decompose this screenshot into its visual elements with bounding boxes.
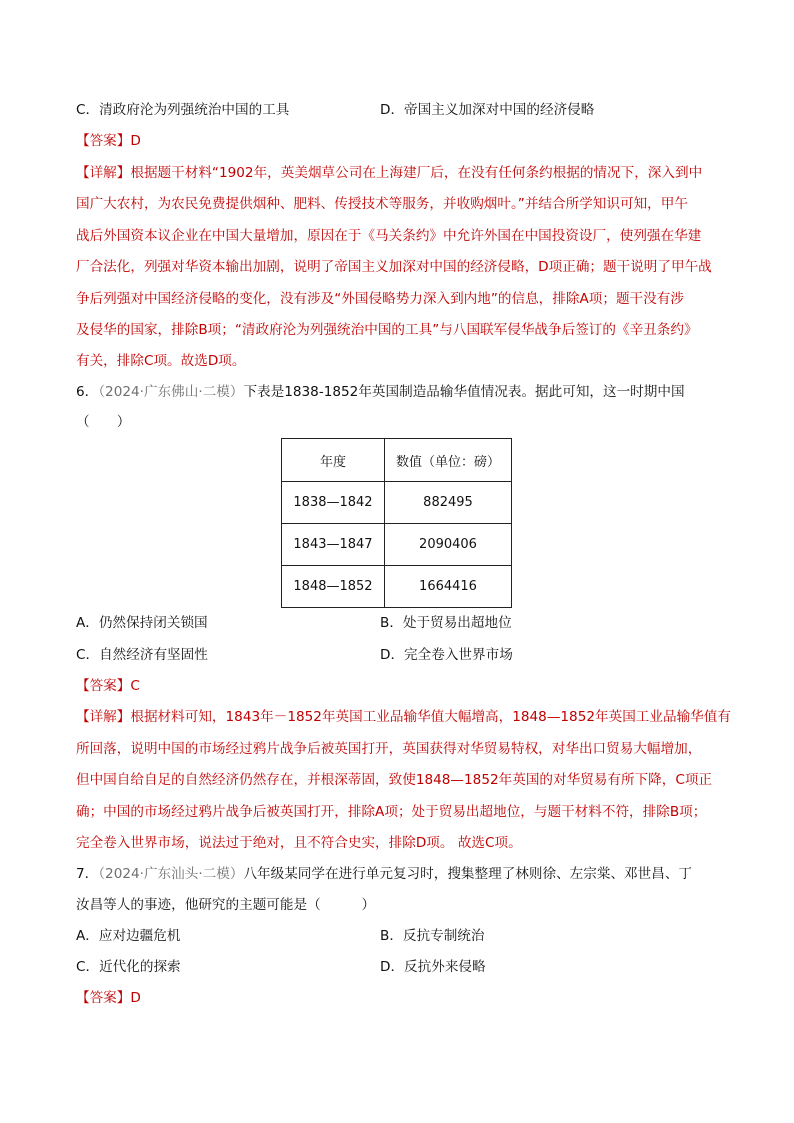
table-cell: 1664416 [385, 566, 512, 608]
q5-option-c: C．清政府沦为列强统治中国的工具 [76, 102, 290, 118]
q7-stem: 7．（2024·广东汕头·二模）八年级某同学在进行单元复习时，搜集整理了林则徐、左宗棠、邓世昌、丁 [76, 866, 693, 882]
detail-label: 【详解】 [76, 709, 131, 725]
table-header-cell: 年度 [282, 439, 385, 482]
q6-detail-line: 确；中国的市场经过鸦片战争后被英国打开，排除A项；处于贸易出超地位，与题干材料不符，排除B项； [76, 804, 707, 820]
table-header-row [282, 439, 512, 482]
answer-value: D [130, 133, 141, 149]
detail-label: 【详解】 [76, 165, 131, 181]
q5-detail-line: 战后外国资本议企业在中国大量增加，原因在于《马关条约》中允许外国在中国投资设厂，使列强在华建 [76, 228, 702, 244]
q6-option-a: A．仍然保持闭关锁国 [76, 615, 208, 631]
q5-detail-line: 争后列强对中国经济侵略的变化，没有涉及“外国侵略势力深入到内地”的信息，排除A项；题干没有涉 [76, 291, 684, 307]
question-source: （2024·广东佛山·二模） [98, 384, 244, 400]
q5-answer [76, 131, 141, 151]
q5-detail-line: 及侵华的国家，排除B项；“清政府沦为列强统治中国的工具”与八国联军侵华战争后签订的《辛丑条约》 [76, 322, 698, 338]
q7-answer [76, 988, 141, 1008]
q5-detail-line: 【详解】根据题干材料“1902年，英美烟草公司在上海建厂后，在没有任何条约根据的情况下，深入到中 [76, 165, 703, 181]
q6-stem: 6．（2024·广东佛山·二模）下表是1838-1852年英国制造品输华值情况表。据此可知，这一时期中国 [76, 384, 685, 400]
q6-detail-line: 所回落，说明中国的市场经过鸦片战争后被英国打开，英国获得对华贸易特权，对华出口贸易大幅增加， [76, 741, 702, 757]
q5-detail-line: 厂合法化，列强对华资本输出加剧，说明了帝国主义加深对中国的经济侵略，D项正确；题干说明了甲午战 [76, 259, 712, 275]
table-cell: 2090406 [385, 524, 512, 566]
q7-option-d: D．反抗外来侵略 [380, 959, 486, 975]
answer-value: C [130, 678, 140, 694]
q6-detail-line: 完全卷入世界市场，说法过于绝对，且不符合史实，排除D项。 故选C项。 [76, 835, 522, 851]
answer-label: 【答案】 [76, 133, 131, 149]
question-number: 6． [76, 384, 99, 400]
table-cell: 882495 [385, 482, 512, 524]
q7-option-c: C．近代化的探索 [76, 959, 181, 975]
q6-option-c: C．自然经济有坚固性 [76, 647, 208, 663]
q6-answer [76, 676, 140, 696]
q6-detail-line: 但中国自给自足的自然经济仍然存在，并根深蒂固，致使1848—1852年英国的对华贸易有所下降，C项正 [76, 772, 713, 788]
question-source: （2024·广东汕头·二模） [98, 866, 244, 882]
table-cell: 1838—1842 [282, 482, 385, 524]
table-row [282, 482, 512, 524]
table-header-cell: 数值（单位：磅） [385, 439, 512, 482]
q6-option-b: B．处于贸易出超地位 [380, 615, 512, 631]
q6-stem-line2: （ ） [76, 414, 131, 430]
q7-stem-line2: 汝昌等人的事迹，他研究的主题可能是（ ） [76, 897, 376, 913]
q5-detail-line: 国广大农村，为农民免费提供烟种、肥料、传授技术等服务，并收购烟叶。”并结合所学知识可知，甲午 [76, 196, 688, 212]
answer-value: D [130, 990, 141, 1006]
q6-data-table [281, 438, 512, 608]
q7-option-b: B．反抗专制统治 [380, 928, 485, 944]
q7-option-a: A．应对边疆危机 [76, 928, 181, 944]
table-cell: 1848—1852 [282, 566, 385, 608]
table-row [282, 524, 512, 566]
q6-option-d: D．完全卷入世界市场 [380, 647, 513, 663]
table-cell: 1843—1847 [282, 524, 385, 566]
table-row [282, 566, 512, 608]
q5-option-d: D．帝国主义加深对中国的经济侵略 [380, 102, 595, 118]
answer-label: 【答案】 [76, 678, 131, 694]
q6-detail-line: 【详解】根据材料可知，1843年－1852年英国工业品输华值大幅增高，1848—1852年英国工业品输华值有 [76, 709, 731, 725]
question-number: 7． [76, 866, 99, 882]
answer-label: 【答案】 [76, 990, 131, 1006]
q5-detail-line: 有关，排除C项。故选D项。 [76, 353, 246, 369]
